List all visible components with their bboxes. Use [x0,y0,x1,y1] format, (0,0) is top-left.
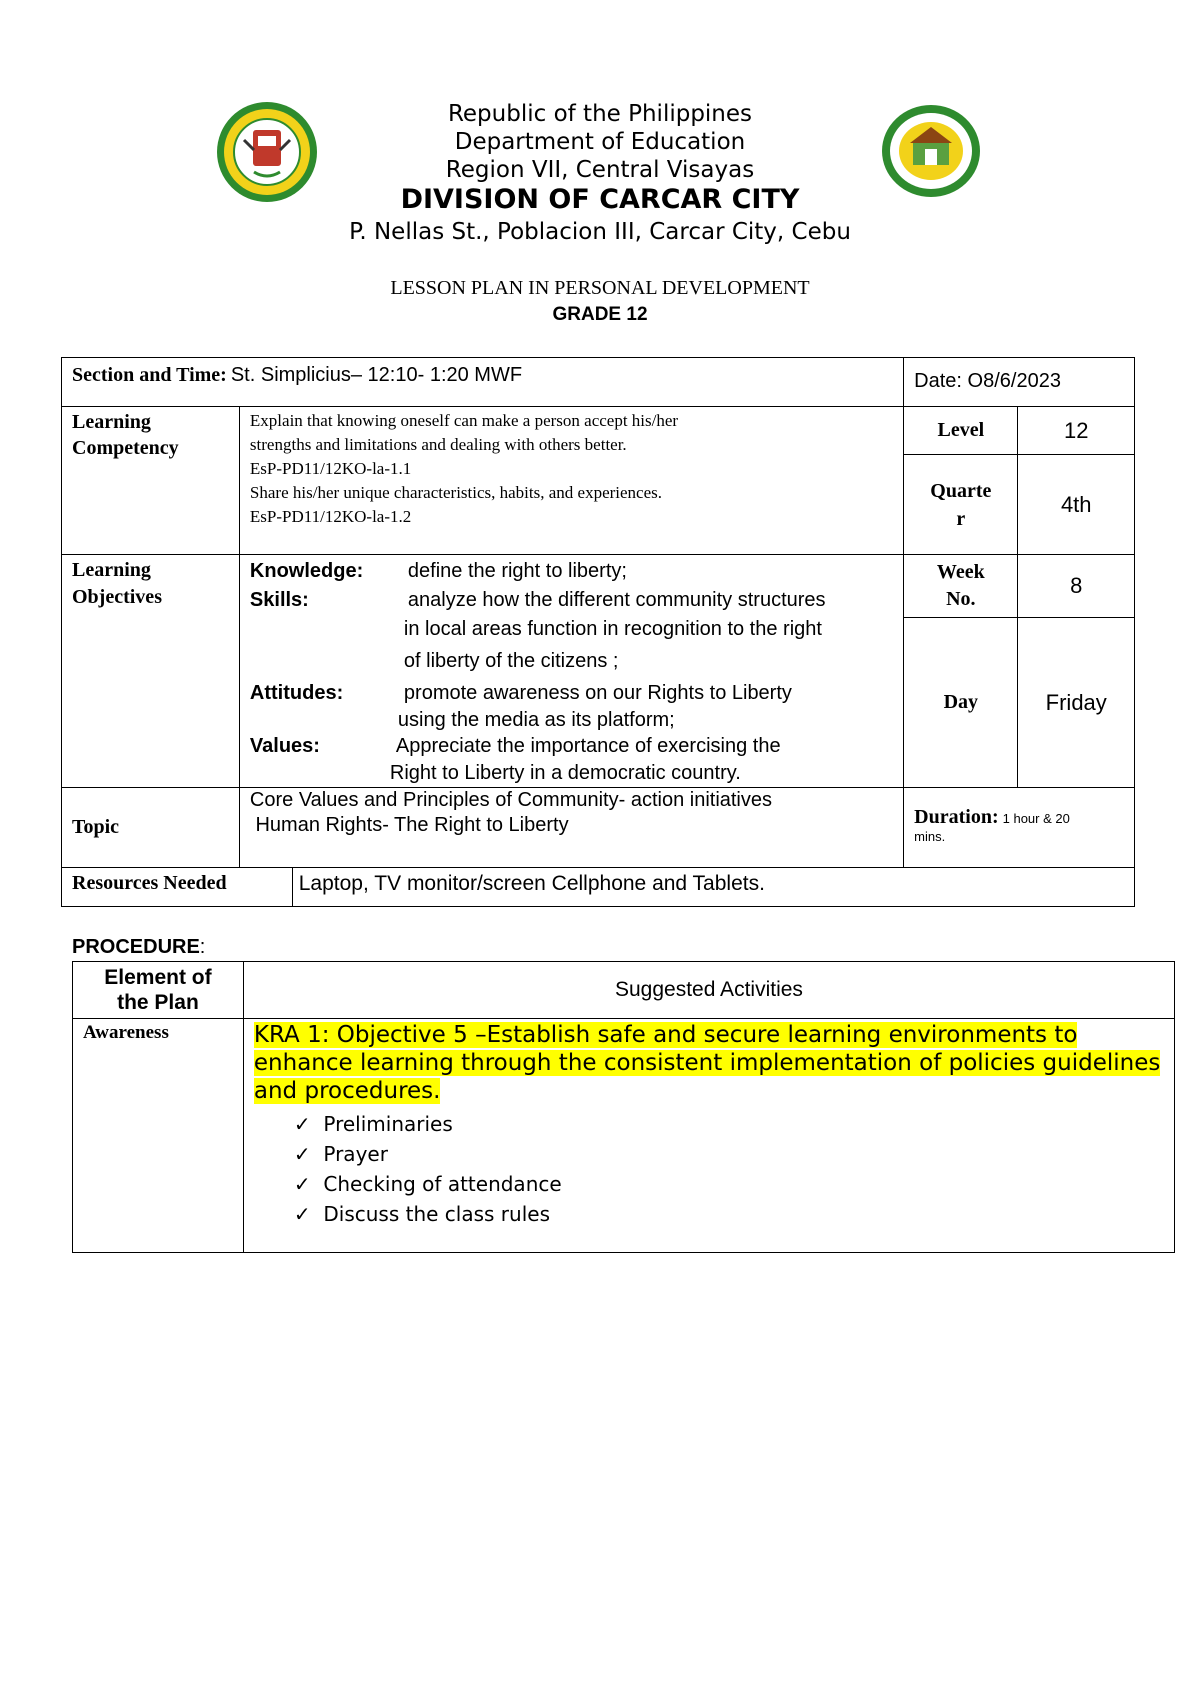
duration-value: 1 hour & 20 [1002,811,1070,826]
header-division: DIVISION OF CARCAR CITY [400,184,800,215]
day-value: Friday [1045,689,1107,715]
checklist-item-label: Checking of attendance [323,1172,562,1196]
check-icon: ✓ [293,1172,311,1196]
objectives-label-cell [62,555,240,788]
competency-line: strengths and limitations and dealing with others better. [249,435,627,454]
level-value: 12 [1063,417,1089,443]
section-label: Section and Time: [72,364,227,386]
header-department: Department of Education [454,129,746,155]
values-label: Values: [249,735,320,757]
skills-label: Skills: [249,589,309,611]
header-region: Region VII, Central Visayas [445,157,755,183]
skills-line: analyze how the different community structures [407,589,826,611]
date-value: Date: O8/6/2023 [914,370,1061,392]
procedure-heading [72,936,205,959]
check-icon: ✓ [293,1142,311,1166]
element-header-1: Element of [104,966,212,989]
resources-value: Laptop, TV monitor/screen Cellphone and Tablets. [298,872,765,895]
competency-label-1: Learning [72,411,151,433]
objectives-label-1: Learning [72,559,151,581]
day-value-cell [1018,618,1135,788]
checklist-item [294,1109,1164,1139]
resources-label: Resources Needed [72,872,227,894]
knowledge-value: define the right to liberty; [407,560,627,582]
duration-value-2: mins. [914,829,946,844]
element-header-cell [73,962,244,1019]
check-icon: ✓ [293,1112,311,1136]
lesson-plan-title: LESSON PLAN IN PERSONAL DEVELOPMENT [390,277,810,299]
objectives-cell [239,555,903,788]
topic-label: Topic [72,816,120,838]
check-icon: ✓ [293,1202,311,1226]
competency-label-2: Competency [72,437,179,459]
activities-header-cell [243,962,1174,1019]
quarter-value: 4th [1060,491,1092,517]
topic-line: Core Values and Principles of Community- action initiatives [249,789,773,811]
duration-cell [904,788,1135,868]
values-line: Appreciate the importance of exercising the [395,735,781,757]
header-address: P. Nellas St., Poblacion III, Carcar City, Cebu [349,219,851,245]
date-cell [904,358,1135,407]
quarter-label-1: Quarte [930,479,992,502]
topic-line: Human Rights- The Right to Liberty [249,814,569,836]
checklist-item-label: Discuss the class rules [323,1202,550,1226]
level-value-cell [1018,407,1135,455]
competency-line: Share his/her unique characteristics, habits, and experiences. [249,483,663,502]
week-value: 8 [1070,573,1083,598]
quarter-value-cell [1018,455,1135,555]
attitudes-line: using the media as its platform; [397,709,675,731]
knowledge-label: Knowledge: [249,560,364,582]
week-label-cell [904,555,1018,618]
checklist-item-label: Prayer [323,1142,388,1166]
procedure-checklist [254,1109,1164,1229]
skills-line: of liberty of the citizens ; [403,650,619,672]
competency-cell [239,407,903,555]
day-label: Day [943,691,979,713]
competency-line: Explain that knowing oneself can make a person accept his/her [249,411,679,430]
quarter-label-2: r [956,507,966,530]
procedure-table [72,961,1175,1253]
kra-objective-text: KRA 1: Objective 5 –Establish safe and secure learning environments to enhance learning through the consistent implementation of policies guidelines and procedures. [253,1022,1161,1104]
quarter-label-cell [904,455,1018,555]
activities-header: Suggested Activities [614,978,803,1001]
checklist-item [294,1169,1164,1199]
competency-label-cell [62,407,240,555]
values-line: Right to Liberty in a democratic country. [389,762,741,784]
header-republic: Republic of the Philippines [447,101,753,127]
lesson-info-table [61,357,1135,907]
competency-line: EsP-PD11/12KO-la-1.1 [249,459,412,478]
procedure-heading-colon: : [199,936,206,958]
week-label-1: Week [936,561,985,583]
skills-line: in local areas function in recognition to the right [403,618,822,640]
section-value: St. Simplicius– 12:10- 1:20 MWF [230,364,523,386]
activities-cell [243,1019,1174,1253]
attitudes-line: promote awareness on our Rights to Liberty [403,682,792,704]
checklist-item-label: Preliminaries [323,1112,453,1136]
topic-cell [239,788,903,868]
level-label-cell [904,407,1018,455]
kra-text-wrap [254,1021,1164,1105]
element-header-2: the Plan [117,991,199,1014]
checklist-item [294,1139,1164,1169]
day-label-cell [904,618,1018,788]
section-time-cell [62,358,904,407]
checklist-item [294,1199,1164,1229]
element-cell [73,1019,244,1253]
resources-label-cell [62,868,293,907]
competency-line: EsP-PD11/12KO-la-1.2 [249,507,412,526]
week-label-2: No. [946,588,976,610]
level-label: Level [937,419,985,441]
element-awareness: Awareness [83,1022,169,1043]
topic-label-cell [62,788,240,868]
duration-label: Duration: [914,806,999,828]
procedure-heading-text: PROCEDURE [72,936,200,958]
week-value-cell [1018,555,1135,618]
resources-cell [292,868,1134,907]
grade-title: GRADE 12 [552,304,648,325]
attitudes-label: Attitudes: [249,682,344,704]
objectives-label-2: Objectives [72,586,162,608]
